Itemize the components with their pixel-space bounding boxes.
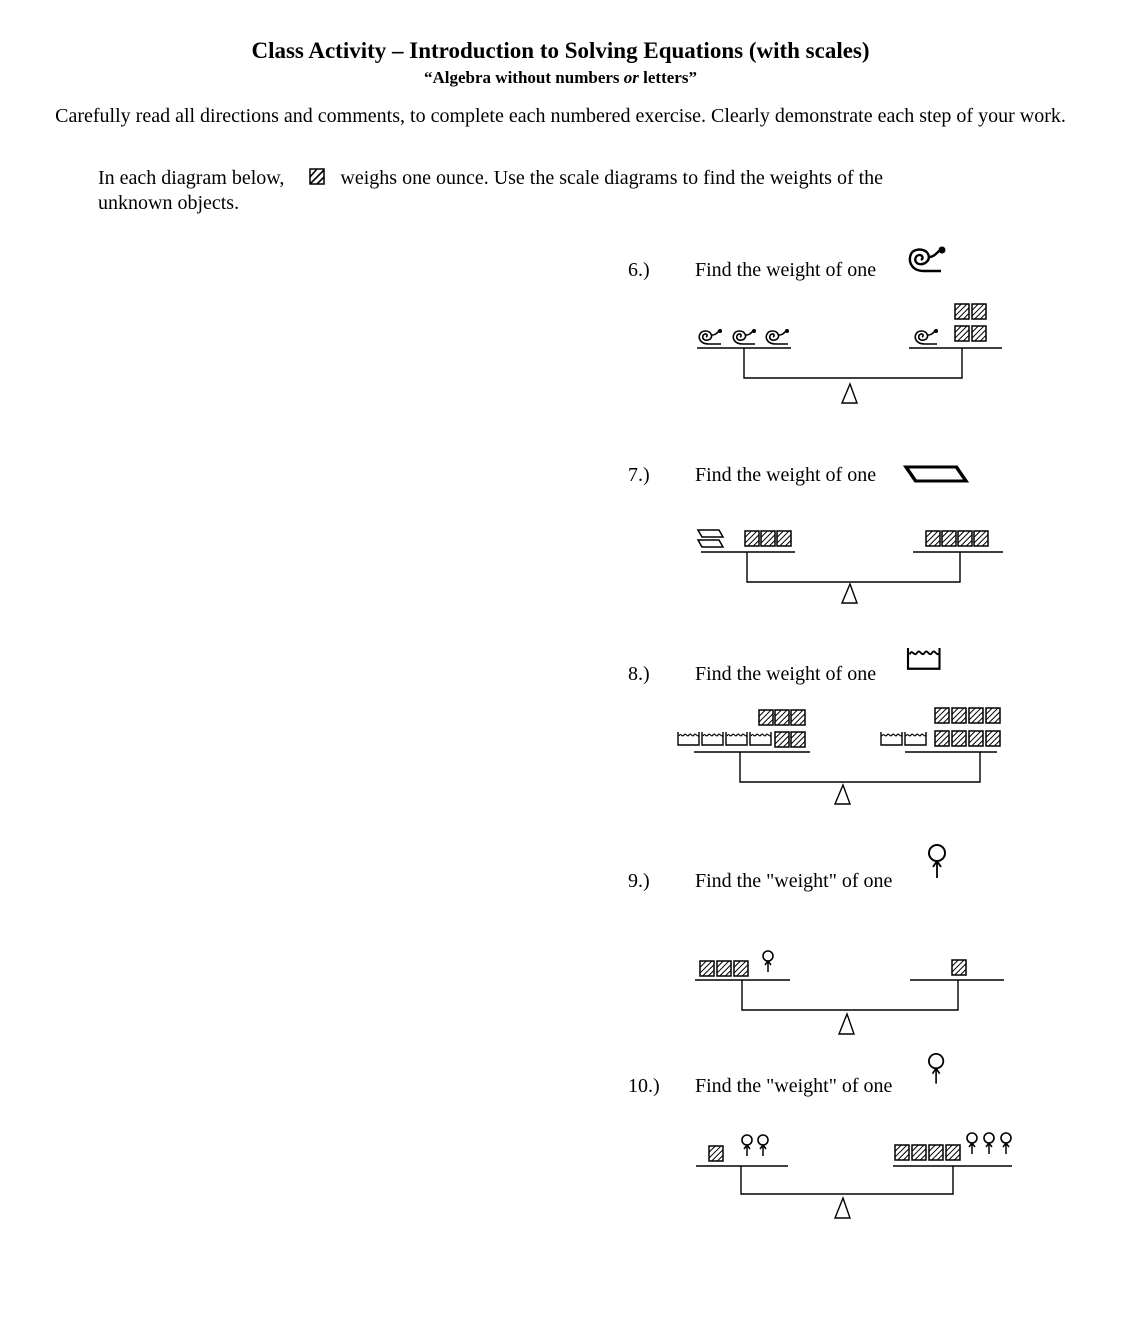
- ounce-block-icon: [969, 731, 983, 746]
- balloon-icon: [984, 1133, 994, 1154]
- ounce-block-icon: [926, 531, 940, 546]
- ounce-block-icon: [775, 710, 789, 725]
- ounce-block-icon: [942, 531, 956, 546]
- ounce-block-icon: [709, 1146, 723, 1161]
- ounce-block-icon: [974, 531, 988, 546]
- cup-icon: [908, 648, 940, 669]
- exercise-8-number: 8.): [628, 663, 650, 685]
- snail-icon: [733, 329, 756, 344]
- ounce-block-icon: [700, 961, 714, 976]
- ounce-block-icon: [717, 961, 731, 976]
- exercise-10-prompt: Find the "weight" of one: [695, 1075, 893, 1097]
- snail-icon: [699, 329, 722, 344]
- ounce-block-icon: [955, 326, 969, 341]
- exercise-7-prompt: Find the weight of one: [695, 464, 877, 486]
- ounce-block-icon: [972, 304, 986, 319]
- ounce-block-icon: [972, 326, 986, 341]
- snail-icon: [766, 329, 789, 344]
- balloon-icon: [929, 845, 945, 878]
- ounce-block-icon: [955, 304, 969, 319]
- parallelogram-icon: [906, 467, 966, 481]
- cup-icon: [881, 732, 902, 745]
- ounce-block-icon: [952, 708, 966, 723]
- ounce-block-icon: [912, 1145, 926, 1160]
- cup-icon: [726, 732, 747, 745]
- scale-9: [695, 980, 1004, 1034]
- ounce-block-icon: [791, 732, 805, 747]
- balloon-icon: [929, 1054, 943, 1084]
- subtitle-part1: “Algebra without numbers: [424, 68, 624, 87]
- balloon-icon: [967, 1133, 977, 1154]
- ounce-block-icon: [759, 710, 773, 725]
- cup-icon: [750, 732, 771, 745]
- ounce-block-icon: [929, 1145, 943, 1160]
- exercise-7-number: 7.): [628, 464, 650, 486]
- ounce-block-icon: [761, 531, 775, 546]
- scale-10: [696, 1166, 1012, 1218]
- instructions: Carefully read all directions and comments, to complete each numbered exercise. Clearly demonstrate each step of your work.: [55, 105, 1066, 127]
- snail-icon: [915, 329, 938, 344]
- exercise-9-number: 9.): [628, 870, 650, 892]
- exercise-6-number: 6.): [628, 259, 650, 281]
- exercise-9-prompt: Find the "weight" of one: [695, 870, 893, 892]
- intro-text-before: In each diagram below,: [98, 167, 285, 189]
- exercise-6-prompt: Find the weight of one: [695, 259, 877, 281]
- intro-line-2: unknown objects.: [98, 192, 240, 214]
- ounce-block-icon: [775, 732, 789, 747]
- balloon-icon: [758, 1135, 768, 1156]
- ounce-block-icon: [958, 531, 972, 546]
- ounce-block-icon: [952, 731, 966, 746]
- ounce-block-icon: [777, 531, 791, 546]
- snail-icon: [910, 247, 946, 272]
- balloon-icon: [763, 951, 773, 972]
- exercise-8-prompt: Find the weight of one: [695, 663, 877, 685]
- balloon-icon: [1001, 1133, 1011, 1154]
- exercise-10-number: 10.): [628, 1075, 660, 1097]
- cup-icon: [702, 732, 723, 745]
- cup-icon: [678, 732, 699, 745]
- scale-6: [697, 348, 1002, 403]
- page-title: Class Activity – Introduction to Solving Equations (with scales): [251, 38, 870, 63]
- ounce-block-icon: [969, 708, 983, 723]
- ounce-block-icon: [734, 961, 748, 976]
- subtitle-emphasis: or: [623, 68, 639, 87]
- ounce-block-icon: [946, 1145, 960, 1160]
- parallelogram-icon: [698, 540, 723, 547]
- ounce-block-icon: [986, 731, 1000, 746]
- intro-text-after: weighs one ounce. Use the scale diagrams to find the weights of the: [340, 167, 884, 189]
- scale-8: [694, 752, 997, 804]
- ounce-block-icon: [935, 731, 949, 746]
- ounce-block-icon: [745, 531, 759, 546]
- ounce-block-icon: [952, 960, 966, 975]
- balloon-icon: [742, 1135, 752, 1156]
- ounce-block-icon: [935, 708, 949, 723]
- subtitle-part2: letters”: [638, 68, 697, 87]
- cup-icon: [905, 732, 926, 745]
- ounce-block-icon: [791, 710, 805, 725]
- ounce-block-icon: [895, 1145, 909, 1160]
- parallelogram-icon: [698, 530, 723, 537]
- ounce-block-icon: [986, 708, 1000, 723]
- scale-7: [701, 552, 1003, 603]
